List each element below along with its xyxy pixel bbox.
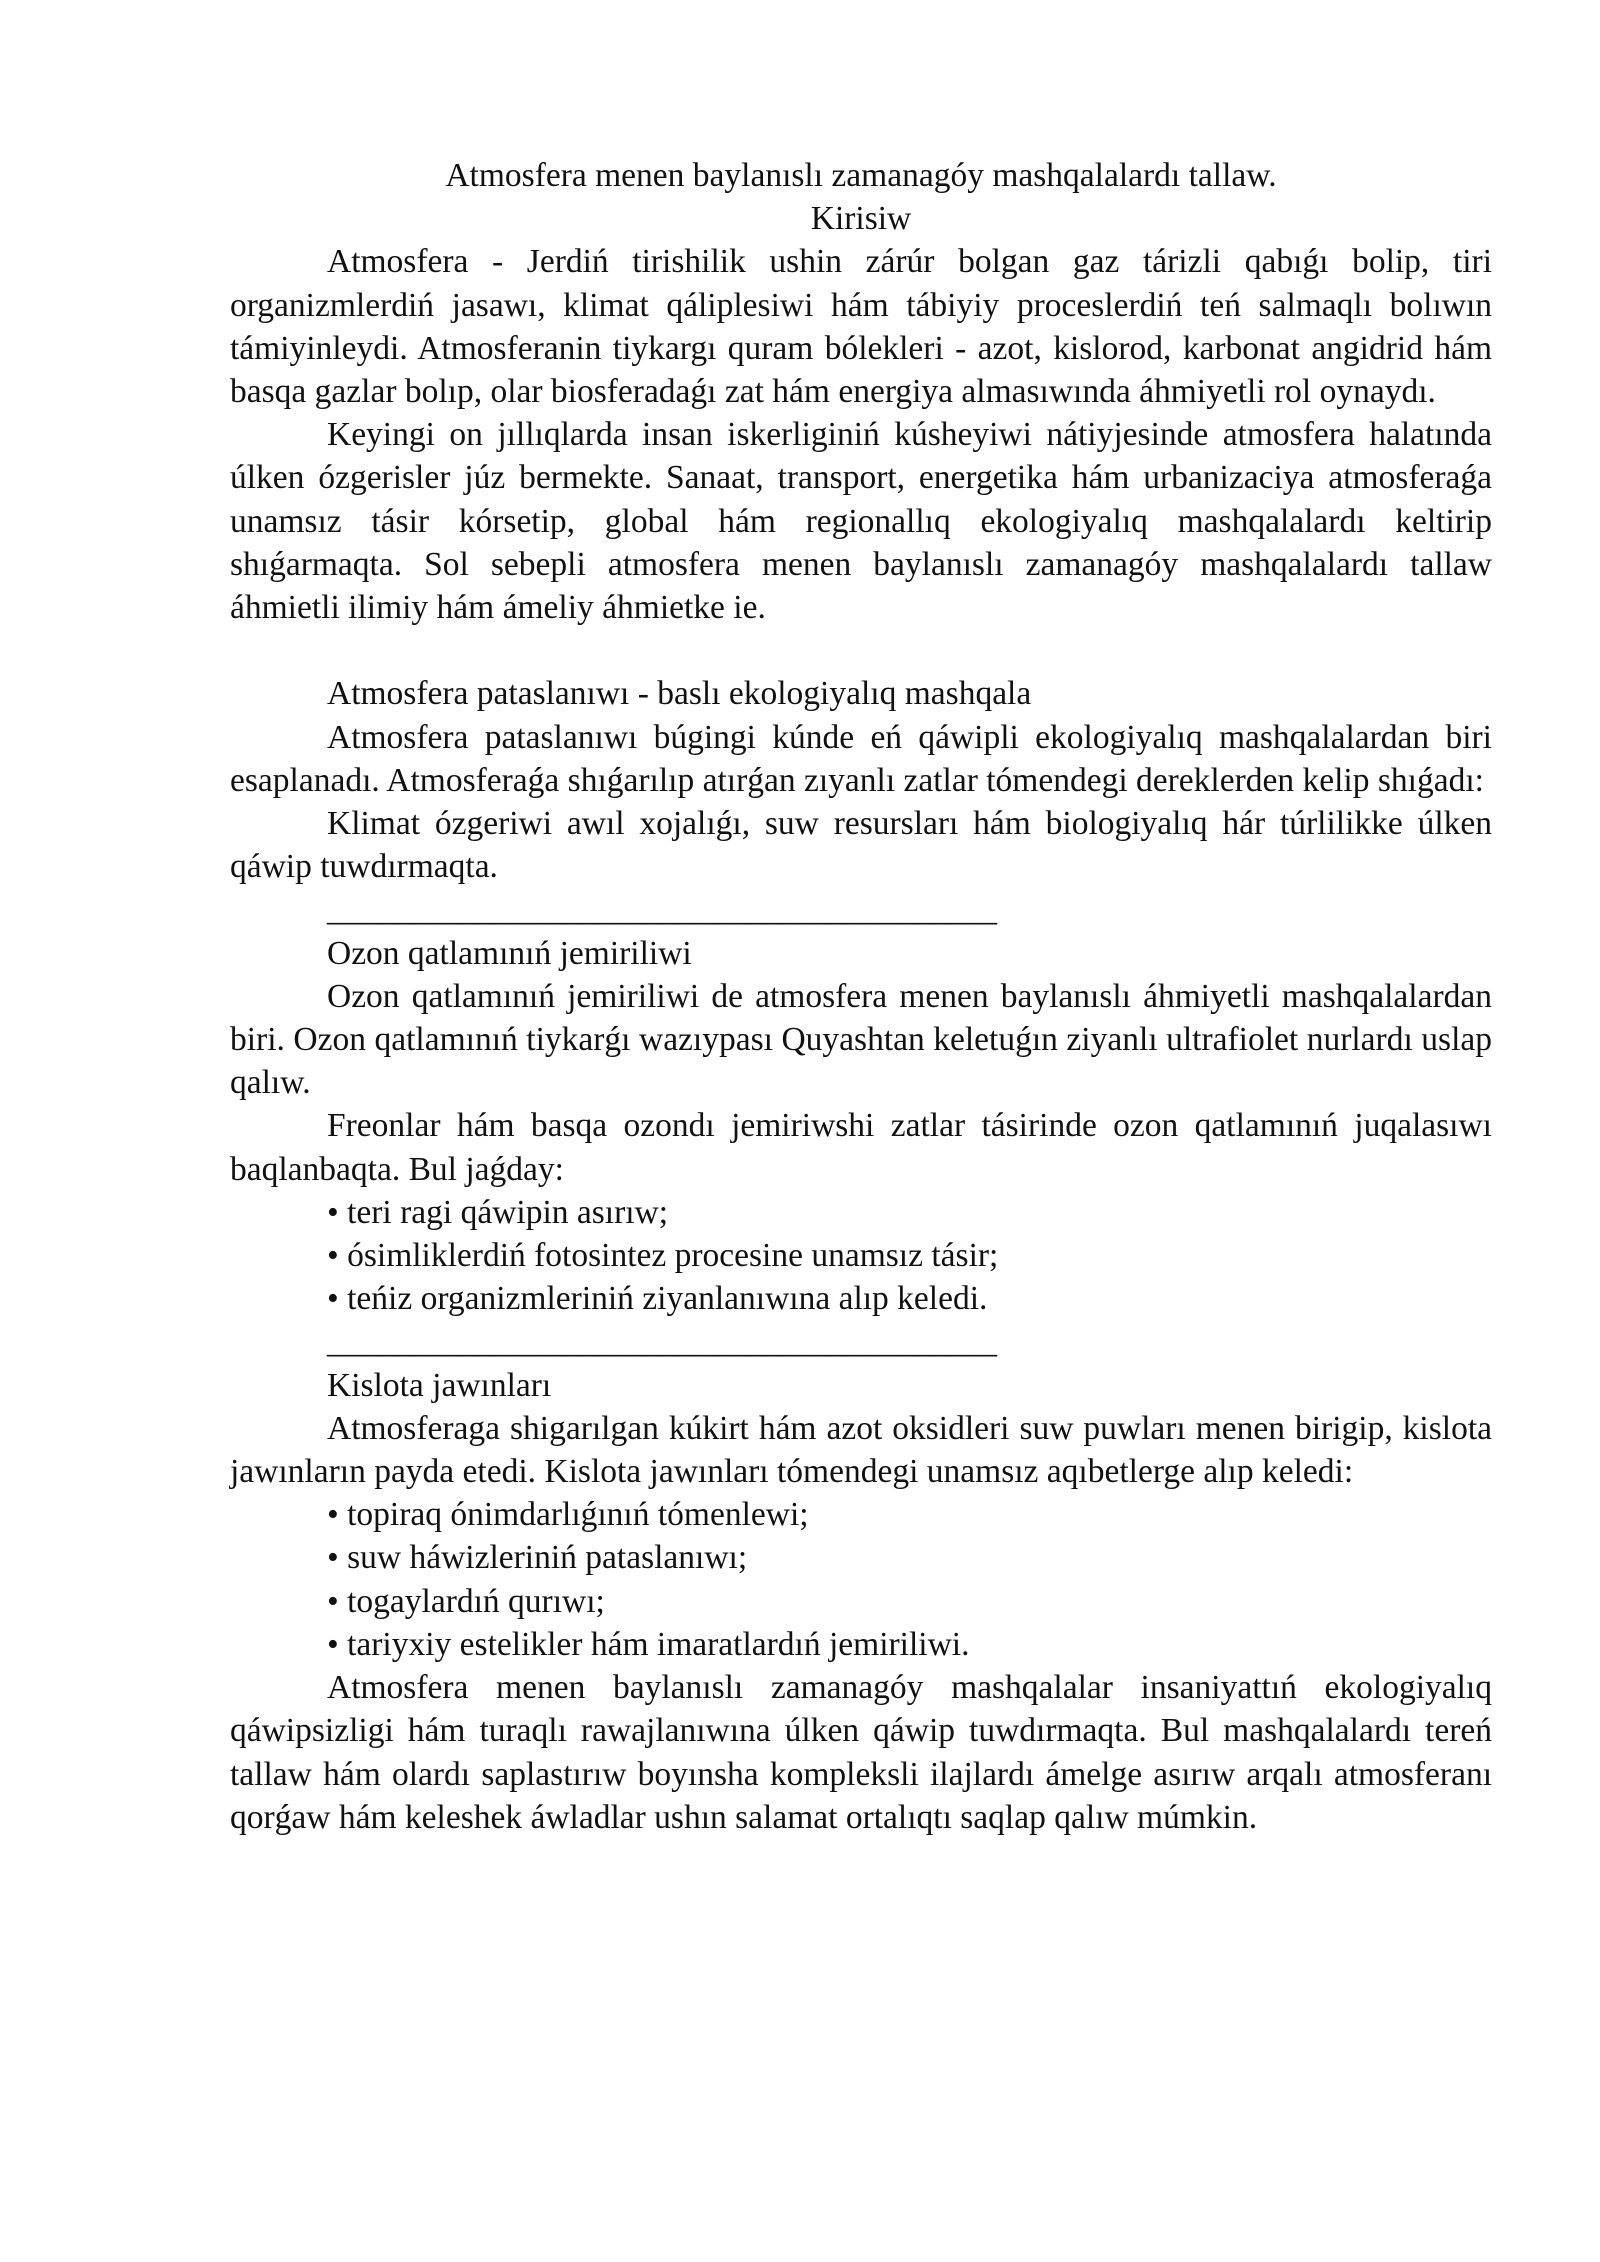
section1-paragraph-2: Klimat ózgeriwi awıl xojalıǵı, suw resursları hám biologiyalıq hár túrlilikke úlken qáwip tuwdırmaqta. xyxy=(230,805,1492,886)
section1-paragraph-1: Atmosfera pataslanıwı búgingi kúnde eń qáwipli ekologiyalıq mashqalalardan biri esaplanadı. Atmosferaǵa shıǵarılıp atırǵan zıyanlı zatlar tómendegi dereklerden kelip shıǵadı: xyxy=(230,718,1492,799)
list-item: • suw háwizleriniń pataslanıwı; xyxy=(327,1539,748,1577)
separator-line-1: ________________________________________ xyxy=(327,891,997,929)
list-item: • topiraq ónimdarlıǵınıń tómenlewi; xyxy=(327,1496,809,1534)
section3-paragraph-1: Atmosferaga shigarılgan kúkirt hám azot oksidleri suw puwları menen birigip, kislota jawınların payda etedi. Kislota jawınları tómendegi unamsız aqıbetlerge alıp keledi: xyxy=(230,1409,1492,1491)
list-item: • teri ragi qáwipin asırıw; xyxy=(327,1193,669,1231)
list-item: • tariyxiy estelikler hám imaratlardıń jemiriliwi. xyxy=(327,1625,970,1663)
separator-line-2: ________________________________________ xyxy=(327,1323,997,1361)
intro-paragraph-2: Keyingi on jıllıqlarda insan iskerliginiń kúsheyiwi nátiyjesinde atmosfera halatında úlken ózgerisler júz bermekte. Sanaat, transport, energetika hám urbanizaciya atmosferaǵa unamsız tásir kórsetip, global hám regionallıq ekologiyalıq mashqalalardı keltirip shıǵarmaqta. Sol sebepli atmosfera menen baylanıslı zamanagóy mashqalalardı tallaw áhmietli ilimiy hám ámeliy áhmietke ie. xyxy=(230,416,1492,627)
section3-bullet-list xyxy=(230,1493,1492,1666)
intro-heading: Kirisiw xyxy=(810,200,912,238)
document-title: Atmosfera menen baylanıslı zamanagóy mashqalalardı tallaw. xyxy=(445,157,1277,194)
section2-paragraph-2: Freonlar hám basqa ozondı jemiriwshi zatlar tásirinde ozon qatlamınıń juqalasıwı baqlanbaqta. Bul jaǵday: xyxy=(230,1107,1492,1188)
section2-bullet-list xyxy=(230,1191,1492,1321)
list-item: • teńiz organizmleriniń ziyanlanıwına alıp keledi. xyxy=(327,1280,988,1318)
list-item: • ósimliklerdiń fotosintez procesine unamsız tásir; xyxy=(327,1237,999,1275)
section2-paragraph-1: Ozon qatlamınıń jemiriliwi de atmosfera menen baylanıslı áhmiyetli mashqalalardan biri. Ozon qatlamınıń tiykarǵı wazıypası Quyashtan keletuǵın ziyanlı ultrafiolet nurlardı uslap qalıw. xyxy=(230,977,1492,1102)
document-body xyxy=(230,154,1492,1839)
section1-heading: Atmosfera pataslanıwı - baslı ekologiyalıq mashqala xyxy=(327,675,1032,713)
section3-heading: Kislota jawınları xyxy=(327,1366,552,1404)
list-item: • togaylardıń qurıwı; xyxy=(327,1582,605,1620)
conclusion-paragraph: Atmosfera menen baylanıslı zamanagóy mashqalalar insaniyattıń ekologiyalıq qáwipsizligi hám turaqlı rawajlanıwına úlken qáwip tuwdırmaqta. Bul mashqalalardı tereń tallaw hám olardı saplastırıw boyınsha kompleksli ilajlardı ámelge asırıw arqalı atmosferanı qorǵaw hám keleshek áwladlar ushın salamat ortalıqtı saqlap qalıw múmkin. xyxy=(230,1669,1492,1836)
intro-paragraph-1: Atmosfera - Jerdiń tirishilik ushin zárúr bolgan gaz tárizli qabıǵı bolip, tiri organizmlerdiń jasawı, klimat qáliplesiwi hám tábiyiy proceslerdiń teń salmaqlı bolıwın támiyinleydi. Atmosferanin tiykargı quram bólekleri - azot, kislorod, karbonat angidrid hám basqa gazlar bolıp, olar biosferadaǵı zat hám energiya almasıwında áhmiyetli rol oynaydı. xyxy=(230,243,1492,411)
section2-heading: Ozon qatlamınıń jemiriliwi xyxy=(327,934,692,972)
blank-line xyxy=(230,629,1492,672)
